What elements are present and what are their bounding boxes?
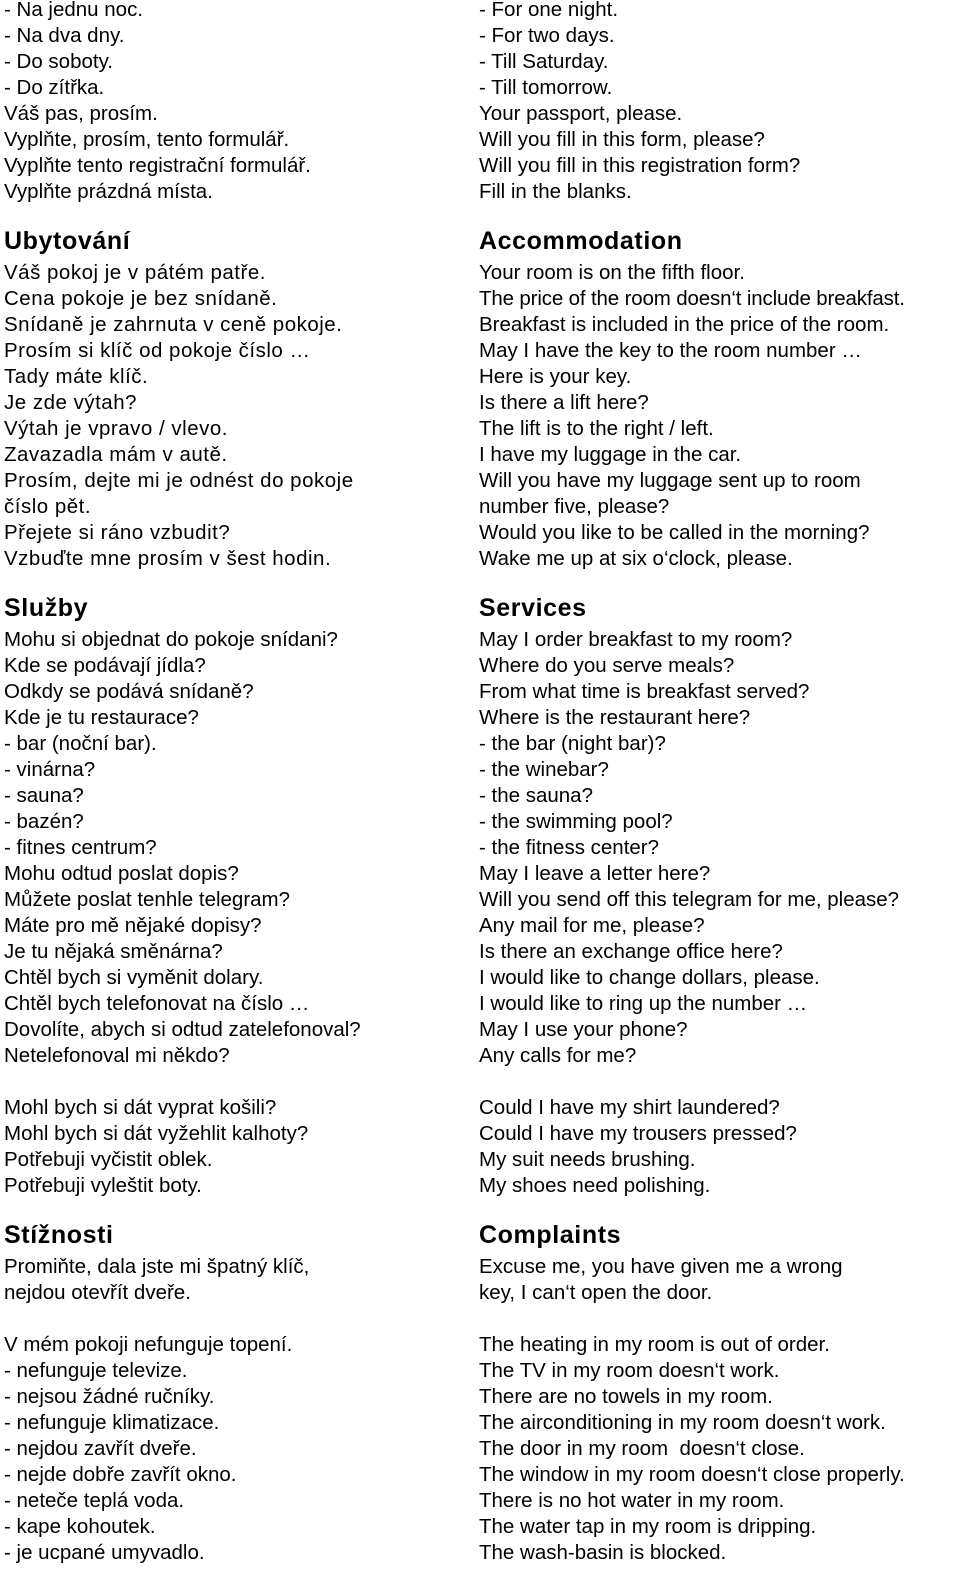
english-services-section <box>479 627 959 1069</box>
czech-line: Přejete si ráno vzbudit? <box>4 521 231 544</box>
czech-line: Prosím si klíč od pokoje číslo … <box>4 339 311 362</box>
czech-line: - nefunguje klimatizace. <box>4 1411 220 1434</box>
czech-line: Tady máte klíč. <box>4 365 149 388</box>
czech-line: Prosím, dejte mi je odnést do pokoje <box>4 469 354 492</box>
czech-services-section <box>4 627 474 1069</box>
czech-line: Vzbuďte mne prosím v šest hodin. <box>4 547 332 570</box>
czech-complaints-section <box>4 1254 474 1566</box>
english-line: Breakfast is included in the price of the room. <box>479 313 890 336</box>
section-heading-complaints-cz: Stížnosti <box>4 1221 114 1249</box>
czech-line: Dovolíte, abych si odtud zatelefonoval? <box>4 1018 361 1041</box>
english-line: I have my luggage in the car. <box>479 443 742 466</box>
english-line: My suit needs brushing. <box>479 1148 696 1171</box>
english-line: - For two days. <box>479 24 615 47</box>
czech-laundry-section <box>4 1095 474 1199</box>
czech-line: Váš pas, prosím. <box>4 102 158 125</box>
english-line: The airconditioning in my room doesn‘t work. <box>479 1411 886 1434</box>
english-line: Will you fill in this registration form? <box>479 154 801 177</box>
czech-line: - Do zítřka. <box>4 76 105 99</box>
english-line: I would like to ring up the number … <box>479 992 808 1015</box>
czech-line: - Do soboty. <box>4 50 113 73</box>
english-line: Could I have my trousers pressed? <box>479 1122 797 1145</box>
czech-line: V mém pokoji nefunguje topení. <box>4 1333 293 1356</box>
english-line: There is no hot water in my room. <box>479 1489 785 1512</box>
english-line: Wake me up at six o‘clock, please. <box>479 547 793 570</box>
english-line: The window in my room doesn‘t close properly. <box>479 1463 905 1486</box>
english-line: Fill in the blanks. <box>479 180 632 203</box>
english-line: From what time is breakfast served? <box>479 680 810 703</box>
czech-accommodation-section <box>4 260 474 572</box>
english-line: Your passport, please. <box>479 102 683 125</box>
czech-line: Máte pro mě nějaké dopisy? <box>4 914 262 937</box>
english-laundry-section <box>479 1095 959 1199</box>
english-line: Could I have my shirt laundered? <box>479 1096 780 1119</box>
english-line: Any calls for me? <box>479 1044 637 1067</box>
czech-line: - nejdou zavřít dveře. <box>4 1437 197 1460</box>
english-line: May I leave a letter here? <box>479 862 711 885</box>
czech-column <box>4 0 474 1566</box>
spacer <box>479 1306 959 1332</box>
czech-line: Kde je tu restaurace? <box>4 706 199 729</box>
czech-line: - Na jednu noc. <box>4 0 144 21</box>
czech-line: Vyplňte, prosím, tento formulář. <box>4 128 290 151</box>
spacer <box>479 1069 959 1095</box>
section-heading-complaints-en: Complaints <box>479 1221 622 1249</box>
czech-line: Mohl bych si dát vyžehlit kalhoty? <box>4 1122 309 1145</box>
czech-line: - nejsou žádné ručníky. <box>4 1385 215 1408</box>
english-line: - Till Saturday. <box>479 50 609 73</box>
czech-line: Kde se podávají jídla? <box>4 654 206 677</box>
czech-line: - bar (noční bar). <box>4 732 157 755</box>
english-line: The water tap in my room is dripping. <box>479 1515 817 1538</box>
czech-line: - sauna? <box>4 784 84 807</box>
czech-line: Je tu nějaká směnárna? <box>4 940 223 963</box>
english-line: Where is the restaurant here? <box>479 706 751 729</box>
czech-line: Vyplňte prázdná místa. <box>4 180 213 203</box>
english-line: - For one night. <box>479 0 619 21</box>
english-line: The TV in my room doesn‘t work. <box>479 1359 780 1382</box>
czech-line: - nefunguje televize. <box>4 1359 188 1382</box>
english-line: May I have the key to the room number … <box>479 339 862 362</box>
english-line: The price of the room doesn‘t include breakfast. <box>479 287 905 310</box>
english-line: key, I can‘t open the door. <box>479 1281 713 1304</box>
spacer <box>4 1069 474 1095</box>
english-line: My shoes need polishing. <box>479 1174 711 1197</box>
english-line: number five, please? <box>479 495 670 518</box>
czech-line: - Na dva dny. <box>4 24 125 47</box>
english-line: Will you send off this telegram for me, please? <box>479 888 900 911</box>
czech-intro-section <box>4 0 474 205</box>
czech-line: Promiňte, dala jste mi špatný klíč, <box>4 1255 310 1278</box>
english-line: - the swimming pool? <box>479 810 673 833</box>
czech-line: - vinárna? <box>4 758 96 781</box>
czech-line: Mohu si objednat do pokoje snídani? <box>4 628 338 651</box>
czech-line: - kape kohoutek. <box>4 1515 156 1538</box>
english-line: Any mail for me, please? <box>479 914 705 937</box>
english-line: I would like to change dollars, please. <box>479 966 820 989</box>
english-line: - the bar (night bar)? <box>479 732 666 755</box>
section-heading-services-en: Services <box>479 594 587 622</box>
english-line: May I use your phone? <box>479 1018 688 1041</box>
czech-line: Vyplňte tento registrační formulář. <box>4 154 311 177</box>
czech-line: Zavazadla mám v autě. <box>4 443 228 466</box>
english-line: Will you fill in this form, please? <box>479 128 765 151</box>
czech-line: Potřebuji vyčistit oblek. <box>4 1148 213 1171</box>
english-intro-section <box>479 0 959 205</box>
czech-line: - je ucpané umyvadlo. <box>4 1541 205 1564</box>
english-line: - the fitness center? <box>479 836 660 859</box>
czech-line: Potřebuji vyleštit boty. <box>4 1174 202 1197</box>
english-line: There are no towels in my room. <box>479 1385 773 1408</box>
english-line: Is there a lift here? <box>479 391 649 414</box>
english-line: May I order breakfast to my room? <box>479 628 793 651</box>
english-line: The door in my room doesn‘t close. <box>479 1437 805 1460</box>
czech-line: číslo pět. <box>4 495 92 518</box>
czech-line: Můžete poslat tenhle telegram? <box>4 888 291 911</box>
czech-line: Snídaně je zahrnuta v ceně pokoje. <box>4 313 343 336</box>
czech-line: - bazén? <box>4 810 84 833</box>
section-heading-accommodation-cz: Ubytování <box>4 227 131 255</box>
czech-line: - nejde dobře zavřít okno. <box>4 1463 237 1486</box>
english-line: Will you have my luggage sent up to room <box>479 469 861 492</box>
english-line: Excuse me, you have given me a wrong <box>479 1255 843 1278</box>
czech-line: - fitnes centrum? <box>4 836 157 859</box>
english-line: - the sauna? <box>479 784 593 807</box>
english-line: Where do you serve meals? <box>479 654 735 677</box>
czech-line: Netelefonoval mi někdo? <box>4 1044 230 1067</box>
english-complaints-section <box>479 1254 959 1566</box>
czech-line: nejdou otevřít dveře. <box>4 1281 191 1304</box>
english-line: The lift is to the right / left. <box>479 417 714 440</box>
english-line: Here is your key. <box>479 365 632 388</box>
english-line: Your room is on the fifth floor. <box>479 261 745 284</box>
czech-line: Je zde výtah? <box>4 391 137 414</box>
english-accommodation-section <box>479 260 959 572</box>
czech-line: Váš pokoj je v pátém patře. <box>4 261 266 284</box>
english-line: The heating in my room is out of order. <box>479 1333 830 1356</box>
english-column <box>479 0 959 1566</box>
czech-line: Mohu odtud poslat dopis? <box>4 862 239 885</box>
czech-line: Odkdy se podává snídaně? <box>4 680 254 703</box>
spacer <box>4 1306 474 1332</box>
english-line: Is there an exchange office here? <box>479 940 783 963</box>
section-heading-services-cz: Služby <box>4 594 89 622</box>
czech-line: - neteče teplá voda. <box>4 1489 185 1512</box>
czech-line: Chtěl bych telefonovat na číslo … <box>4 992 310 1015</box>
czech-line: Mohl bych si dát vyprat košili? <box>4 1096 277 1119</box>
section-heading-accommodation-en: Accommodation <box>479 227 683 255</box>
english-line: - the winebar? <box>479 758 609 781</box>
czech-line: Výtah je vpravo / vlevo. <box>4 417 228 440</box>
czech-line: Chtěl bych si vyměnit dolary. <box>4 966 264 989</box>
czech-line: Cena pokoje je bez snídaně. <box>4 287 278 310</box>
english-line: - Till tomorrow. <box>479 76 613 99</box>
english-line: Would you like to be called in the morning? <box>479 521 870 544</box>
english-line: The wash-basin is blocked. <box>479 1541 727 1564</box>
